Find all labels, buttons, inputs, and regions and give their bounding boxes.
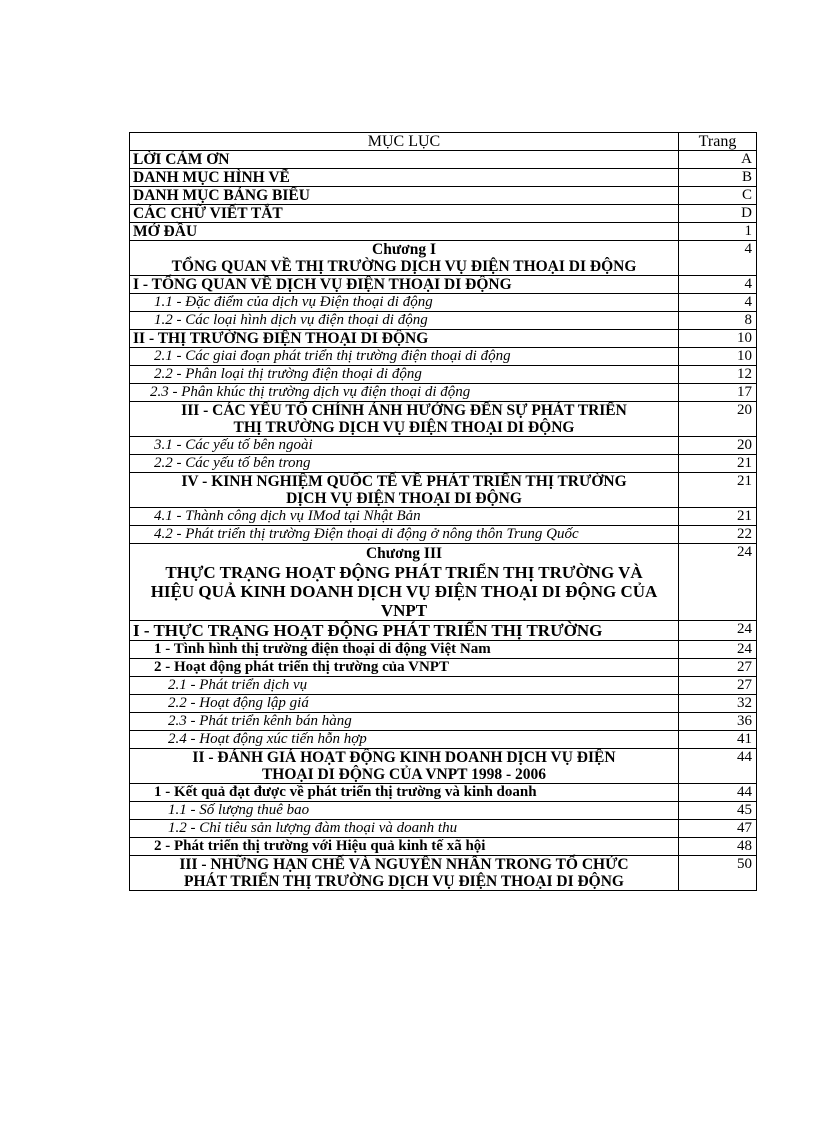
toc-entry: 2.2 - Phân loại thị trường điện thoại di động bbox=[130, 366, 679, 384]
toc-row bbox=[130, 312, 757, 330]
toc-row bbox=[130, 856, 757, 891]
toc-row bbox=[130, 169, 757, 187]
toc-row bbox=[130, 187, 757, 205]
toc-entry: DANH MỤC HÌNH VẼ bbox=[130, 169, 679, 187]
toc-page: 20 bbox=[679, 402, 757, 437]
toc-row bbox=[130, 473, 757, 508]
toc-page: B bbox=[679, 169, 757, 187]
toc-entry: 2.4 - Hoạt động xúc tiến hỗn hợp bbox=[130, 731, 679, 749]
toc-entry: 2.1 - Phát triển dịch vụ bbox=[130, 677, 679, 695]
toc-row bbox=[130, 802, 757, 820]
entry-line: IV - KINH NGHIỆM QUỐC TẾ VỀ PHÁT TRIỂN THỊ TRƯỜNG bbox=[181, 473, 627, 490]
toc-row bbox=[130, 366, 757, 384]
toc-entry: 2 - Hoạt động phát triển thị trường của VNPT bbox=[130, 659, 679, 677]
toc-entry: 2.2 - Các yếu tố bên trong bbox=[130, 455, 679, 473]
toc-page: 47 bbox=[679, 820, 757, 838]
chapter-title: TỔNG QUAN VỀ THỊ TRƯỜNG DỊCH VỤ ĐIỆN THOẠI DI ĐỘNG bbox=[171, 258, 637, 275]
toc-page: 24 bbox=[679, 641, 757, 659]
toc-row bbox=[130, 731, 757, 749]
toc-row bbox=[130, 677, 757, 695]
toc-row bbox=[130, 695, 757, 713]
entry-line: III - NHỮNG HẠN CHẾ VÀ NGUYÊN NHÂN TRONG TỔ CHỨC bbox=[179, 856, 629, 873]
toc-entry bbox=[130, 402, 679, 437]
toc-entry: 2.3 - Phân khúc thị trường dịch vụ điện thoại di động bbox=[130, 384, 679, 402]
toc-page: 41 bbox=[679, 731, 757, 749]
toc-page: 36 bbox=[679, 713, 757, 731]
toc-row bbox=[130, 223, 757, 241]
toc-row bbox=[130, 621, 757, 641]
toc-row bbox=[130, 641, 757, 659]
toc-entry: 3.1 - Các yếu tố bên ngoài bbox=[130, 437, 679, 455]
toc-page-header: Trang bbox=[679, 133, 757, 151]
toc-page: C bbox=[679, 187, 757, 205]
toc-entry: 2.3 - Phát triển kênh bán hàng bbox=[130, 713, 679, 731]
toc-entry: 4.2 - Phát triển thị trường Điện thoại di động ở nông thôn Trung Quốc bbox=[130, 526, 679, 544]
chapter-label: Chương I bbox=[372, 241, 436, 258]
toc-page: 8 bbox=[679, 312, 757, 330]
toc-page: 10 bbox=[679, 330, 757, 348]
toc-page: 21 bbox=[679, 508, 757, 526]
toc-entry: CÁC CHỮ VIẾT TẮT bbox=[130, 205, 679, 223]
toc-entry: 2.1 - Các giai đoạn phát triển thị trường điện thoại di động bbox=[130, 348, 679, 366]
toc-page: 45 bbox=[679, 802, 757, 820]
toc-page: 21 bbox=[679, 455, 757, 473]
toc-row bbox=[130, 294, 757, 312]
chapter-title: VNPT bbox=[380, 601, 428, 620]
toc-entry: 1.1 - Đặc điểm của dịch vụ Điện thoại di động bbox=[130, 294, 679, 312]
toc-page: 24 bbox=[679, 621, 757, 641]
toc-page: 17 bbox=[679, 384, 757, 402]
toc-page: 50 bbox=[679, 856, 757, 891]
toc-page: 32 bbox=[679, 695, 757, 713]
toc-row bbox=[130, 330, 757, 348]
toc-page: 24 bbox=[679, 544, 757, 621]
entry-line: THỊ TRƯỜNG DỊCH VỤ ĐIỆN THOẠI DI ĐỘNG bbox=[233, 419, 575, 436]
toc-row bbox=[130, 455, 757, 473]
toc-row bbox=[130, 749, 757, 784]
toc-page: 4 bbox=[679, 241, 757, 276]
toc-page: 44 bbox=[679, 784, 757, 802]
toc-chapter-entry bbox=[130, 241, 679, 276]
toc-entry: MỞ ĐẦU bbox=[130, 223, 679, 241]
toc-page: 10 bbox=[679, 348, 757, 366]
toc-row bbox=[130, 276, 757, 294]
toc-chapter-entry bbox=[130, 544, 679, 621]
toc-row bbox=[130, 713, 757, 731]
toc-page: 44 bbox=[679, 749, 757, 784]
entry-line: II - ĐÁNH GIÁ HOẠT ĐỘNG KINH DOANH DỊCH VỤ ĐIỆN bbox=[192, 749, 616, 766]
toc-title: MỤC LỤC bbox=[130, 133, 679, 151]
toc-row bbox=[130, 151, 757, 169]
toc-page: 4 bbox=[679, 294, 757, 312]
toc-row bbox=[130, 437, 757, 455]
entry-line: III - CÁC YẾU TỐ CHÍNH ẢNH HƯỞNG ĐẾN SỰ PHÁT TRIỂN bbox=[181, 402, 627, 419]
toc-entry: 1.2 - Chỉ tiêu sản lượng đàm thoại và doanh thu bbox=[130, 820, 679, 838]
entry-line: PHÁT TRIỂN THỊ TRƯỜNG DỊCH VỤ ĐIỆN THOẠI DI ĐỘNG bbox=[184, 873, 624, 890]
toc-page: 27 bbox=[679, 659, 757, 677]
toc-page: 4 bbox=[679, 276, 757, 294]
toc-page: D bbox=[679, 205, 757, 223]
toc-page: 20 bbox=[679, 437, 757, 455]
toc-entry: 1.1 - Số lượng thuê bao bbox=[130, 802, 679, 820]
toc-row bbox=[130, 384, 757, 402]
toc-entry: I - TỔNG QUAN VỀ DỊCH VỤ ĐIỆN THOẠI DI ĐỘNG bbox=[130, 276, 679, 294]
toc-entry: 1.2 - Các loại hình dịch vụ điện thoại di động bbox=[130, 312, 679, 330]
toc-entry: II - THỊ TRƯỜNG ĐIỆN THOẠI DI ĐỘNG bbox=[130, 330, 679, 348]
toc-row bbox=[130, 526, 757, 544]
toc-entry: 1 - Kết quả đạt được về phát triển thị trường và kinh doanh bbox=[130, 784, 679, 802]
toc-header-row bbox=[130, 133, 757, 151]
chapter-title: HIỆU QUẢ KINH DOANH DỊCH VỤ ĐIỆN THOẠI DI ĐỘNG CỦA bbox=[150, 582, 658, 601]
toc-entry: 1 - Tình hình thị trường điện thoại di động Việt Nam bbox=[130, 641, 679, 659]
toc-row bbox=[130, 838, 757, 856]
toc-entry: I - THỰC TRẠNG HOẠT ĐỘNG PHÁT TRIỂN THỊ TRƯỜNG bbox=[130, 621, 679, 641]
chapter-title: THỰC TRẠNG HOẠT ĐỘNG PHÁT TRIỂN THỊ TRƯỜNG VÀ bbox=[165, 563, 643, 582]
toc-entry bbox=[130, 856, 679, 891]
table-of-contents bbox=[129, 132, 757, 891]
entry-line: DỊCH VỤ ĐIỆN THOẠI DI ĐỘNG bbox=[286, 490, 522, 507]
toc-row bbox=[130, 820, 757, 838]
toc-row bbox=[130, 348, 757, 366]
toc-row bbox=[130, 508, 757, 526]
chapter-label: Chương III bbox=[365, 545, 443, 562]
toc-entry: 2 - Phát triển thị trường với Hiệu quả kinh tế xã hội bbox=[130, 838, 679, 856]
toc-page: 1 bbox=[679, 223, 757, 241]
toc-row bbox=[130, 205, 757, 223]
toc-chapter-row bbox=[130, 241, 757, 276]
toc-entry: LỜI CẢM ƠN bbox=[130, 151, 679, 169]
entry-line: THOẠI DI ĐỘNG CỦA VNPT 1998 - 2006 bbox=[261, 766, 547, 783]
toc-entry bbox=[130, 473, 679, 508]
toc-row bbox=[130, 402, 757, 437]
toc-chapter-row bbox=[130, 544, 757, 621]
toc-entry: DANH MỤC BẢNG BIỂU bbox=[130, 187, 679, 205]
toc-entry bbox=[130, 749, 679, 784]
toc-entry: 4.1 - Thành công dịch vụ IMod tại Nhật Bản bbox=[130, 508, 679, 526]
toc-page: 12 bbox=[679, 366, 757, 384]
toc-page: A bbox=[679, 151, 757, 169]
toc-page: 27 bbox=[679, 677, 757, 695]
toc-page: 48 bbox=[679, 838, 757, 856]
toc-page: 22 bbox=[679, 526, 757, 544]
toc-row bbox=[130, 659, 757, 677]
toc-entry: 2.2 - Hoạt động lập giá bbox=[130, 695, 679, 713]
toc-row bbox=[130, 784, 757, 802]
toc-page: 21 bbox=[679, 473, 757, 508]
